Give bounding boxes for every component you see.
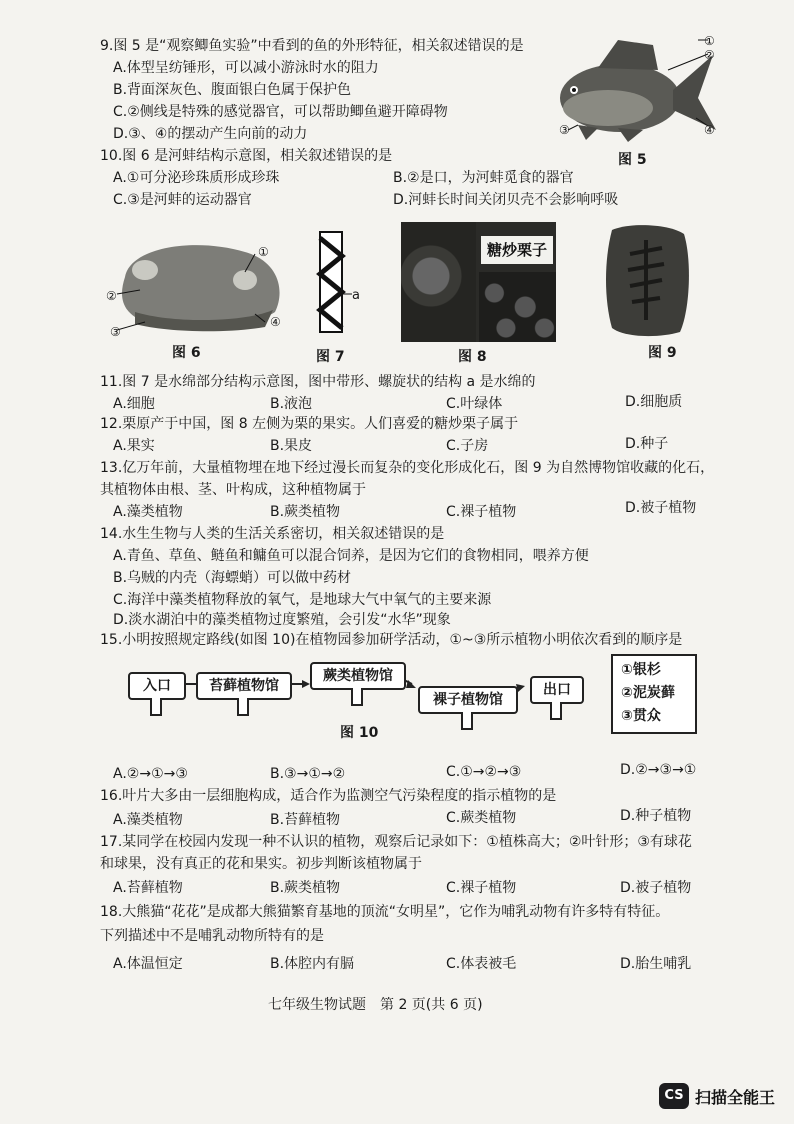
q17-option-c: C.裸子植物	[446, 880, 517, 896]
flow-fern-post	[351, 688, 363, 706]
q16-option-b: B.苔藓植物	[270, 812, 341, 828]
fig6-marker-1: ①	[258, 245, 269, 259]
fig7-caption: 图 7	[316, 349, 345, 365]
q10-option-a: A.①可分泌珍珠质形成珍珠	[113, 170, 280, 186]
q12-option-a: A.果实	[113, 438, 155, 454]
flow-exit: 出口	[530, 676, 584, 704]
q18-option-b: B.体腔内有膈	[270, 956, 355, 972]
q12-option-b: B.果皮	[270, 438, 313, 454]
q10-option-c: C.③是河蚌的运动器官	[113, 192, 252, 208]
q14-stem: 14.水生生物与人类的生活关系密切，相关叙述错误的是	[100, 526, 445, 542]
q12-option-d: D.种子	[625, 436, 669, 452]
q10-option-d: D.河蚌长时间关闭贝壳不会影响呼吸	[393, 192, 619, 208]
q13-option-c: C.裸子植物	[446, 504, 517, 520]
q15-stem: 15.小明按照规定路线(如图 10)在植物园参加研学活动，①~③所示植物小明依次看到的顺序是	[100, 632, 683, 648]
q9-option-c: C.②侧线是特殊的感觉器官，可以帮助鲫鱼避开障碍物	[113, 104, 448, 120]
q15-option-d: D.②→③→①	[620, 762, 697, 778]
q10-stem: 10.图 6 是河蚌结构示意图，相关叙述错误的是	[100, 148, 393, 164]
fig5-marker-4: ④	[704, 123, 715, 137]
camscanner-name: 扫描全能王	[695, 1088, 776, 1107]
fig8-sign-text: 糖炒栗子	[481, 236, 553, 264]
chestnut-photo	[401, 222, 556, 342]
fossil-figure	[600, 220, 692, 340]
q9-option-b: B.背面深灰色、腹面银白色属于保护色	[113, 82, 352, 98]
q14-option-a: A.青鱼、草鱼、鲢鱼和鳙鱼可以混合饲养，是因为它们的食物相同，喂养方便	[113, 548, 589, 564]
q13-stem-line1: 13.亿万年前，大量植物埋在地下经过漫长而复杂的变化形成化石，图 9 为自然博物馆收藏的化石，	[100, 460, 715, 476]
fish-figure	[548, 30, 723, 145]
q9-stem: 9.图 5 是“观察鲫鱼实验”中看到的鱼的外形特征，相关叙述错误的是	[100, 38, 524, 54]
q11-option-b: B.液泡	[270, 396, 313, 412]
q16-option-a: A.藻类植物	[113, 812, 183, 828]
q18-stem-line1: 18.大熊猫“花花”是成都大熊猫繁育基地的顶流“女明星”，它作为哺乳动物有许多特有特征。	[100, 904, 670, 920]
flow-gymnosperm-post	[461, 712, 473, 730]
flow-entrance: 入口	[128, 672, 186, 700]
q14-option-c: C.海洋中藻类植物释放的氧气，是地球大气中氧气的主要来源	[113, 592, 492, 608]
q18-option-d: D.胎生哺乳	[620, 956, 692, 972]
flow-moss-post	[237, 698, 249, 716]
q18-option-a: A.体温恒定	[113, 956, 183, 972]
fig8-caption: 图 8	[458, 349, 487, 365]
legend-item-2: ②泥炭藓	[621, 685, 675, 701]
q15-option-c: C.①→②→③	[446, 764, 522, 780]
q10-option-b: B.②是口，为河蚌觅食的器官	[393, 170, 574, 186]
fig6-marker-3: ③	[110, 325, 121, 339]
fig9-caption: 图 9	[648, 345, 677, 361]
q14-option-b: B.乌贼的内壳（海螵蛸）可以做中药材	[113, 570, 352, 586]
q13-option-d: D.被子植物	[625, 500, 697, 516]
legend-item-1: ①银杉	[621, 662, 661, 678]
fig6-caption: 图 6	[172, 345, 201, 361]
q9-option-a: A.体型呈纺锤形，可以减小游泳时水的阻力	[113, 60, 379, 76]
q18-stem-line2: 下列描述中不是哺乳动物所特有的是	[100, 928, 324, 944]
fig5-marker-3: ③	[559, 123, 570, 137]
fig7-label-a: a	[352, 288, 360, 303]
q16-option-d: D.种子植物	[620, 808, 692, 824]
fig5-caption: 图 5	[618, 152, 647, 168]
flow-gymnosperm-hall: 裸子植物馆	[418, 686, 518, 714]
spirogyra-figure	[314, 228, 354, 338]
q17-stem-line1: 17.某同学在校园内发现一种不认识的植物，观察后记录如下：①植株高大；②叶针形；③有球花	[100, 834, 692, 850]
fig6-marker-4: ④	[270, 315, 281, 329]
q17-option-a: A.苔藓植物	[113, 880, 183, 896]
q12-option-c: C.子房	[446, 438, 489, 454]
q13-option-a: A.藻类植物	[113, 504, 183, 520]
q11-stem: 11.图 7 是水绵部分结构示意图，图中带形、螺旋状的结构 a 是水绵的	[100, 374, 536, 390]
flow-fern-hall: 蕨类植物馆	[310, 662, 406, 690]
camscanner-logo: CS	[659, 1083, 689, 1109]
flow-entrance-post	[150, 698, 162, 716]
flow-exit-post	[550, 702, 562, 720]
q17-stem-line2: 和球果，没有真正的花和果实。初步判断该植物属于	[100, 856, 422, 872]
fig5-marker-1: ①	[704, 34, 715, 48]
page-footer: 七年级生物试题 第 2 页(共 6 页)	[268, 997, 483, 1013]
q15-option-b: B.③→①→②	[270, 766, 346, 782]
q11-option-d: D.细胞质	[625, 394, 683, 410]
q13-stem-line2: 其植物体由根、茎、叶构成，这种植物属于	[100, 482, 366, 498]
q16-stem: 16.叶片大多由一层细胞构成，适合作为监测空气污染程度的指示植物的是	[100, 788, 557, 804]
flow-moss-hall: 苔藓植物馆	[196, 672, 292, 700]
q14-option-d: D.淡水湖泊中的藻类植物过度繁殖，会引发“水华”现象	[113, 612, 451, 628]
q13-option-b: B.蕨类植物	[270, 504, 341, 520]
fig10-caption: 图 10	[340, 725, 379, 741]
fig10-legend	[611, 654, 697, 734]
fig5-marker-2: ②	[704, 48, 715, 62]
q11-option-a: A.细胞	[113, 396, 155, 412]
q11-option-c: C.叶绿体	[446, 396, 503, 412]
legend-item-3: ③贯众	[621, 708, 661, 724]
fig6-marker-2: ②	[106, 289, 117, 303]
q17-option-d: D.被子植物	[620, 880, 692, 896]
q12-stem: 12.栗原产于中国，图 8 左侧为栗的果实。人们喜爱的糖炒栗子属于	[100, 416, 519, 432]
q18-option-c: C.体表被毛	[446, 956, 517, 972]
q16-option-c: C.蕨类植物	[446, 810, 517, 826]
q9-option-d: D.③、④的摆动产生向前的动力	[113, 126, 308, 142]
q15-option-a: A.②→①→③	[113, 766, 188, 782]
q17-option-b: B.蕨类植物	[270, 880, 341, 896]
